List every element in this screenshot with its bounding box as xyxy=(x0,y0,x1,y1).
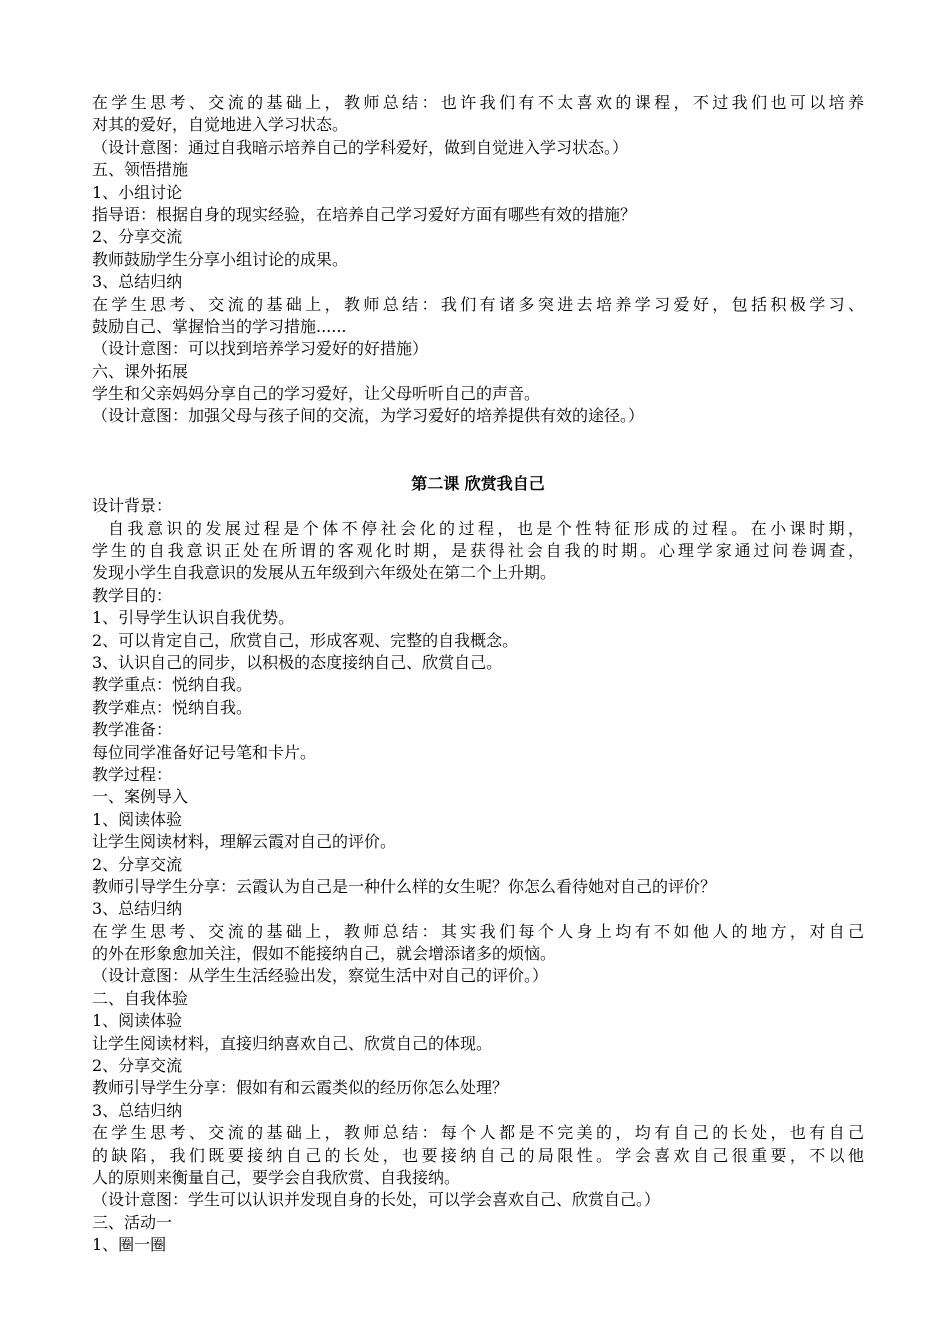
design-intent-line: （设计意图：可以找到培养学习爱好的好措施） xyxy=(92,339,429,359)
paragraph-line: 的缺陷，我们既要接纳自己的长处，也要接纳自己的局限性。学会喜欢自己很重要，不以他 xyxy=(92,1145,864,1165)
step-heading: 3、总结归纳 xyxy=(92,1100,183,1120)
section-spacer xyxy=(92,428,864,473)
design-intent-line: （设计意图：加强父母与孩子间的交流，为学习爱好的培养提供有效的途径。） xyxy=(92,406,645,426)
paragraph-line: 每位同学准备好记号笔和卡片。 xyxy=(92,742,317,762)
paragraph-line: 指导语：根据自身的现实经验，在培养自己学习爱好方面有哪些有效的措施？ xyxy=(92,204,637,224)
step-heading: 2、分享交流 xyxy=(92,1056,183,1076)
paragraph-line: 教师引导学生分享：云霞认为自己是一种什么样的女生呢？你怎么看待她对自己的评价？ xyxy=(92,876,717,896)
list-item: 1、引导学生认识自我优势。 xyxy=(92,608,295,628)
step-heading: 1、圈一圈 xyxy=(92,1235,167,1255)
document-page xyxy=(92,92,864,1257)
paragraph-line: 让学生阅读材料，直接归纳喜欢自己、欣赏自己的体现。 xyxy=(92,1033,493,1053)
section-heading: 六、课外拓展 xyxy=(92,361,189,381)
field-label: 设计背景： xyxy=(92,496,173,516)
paragraph-line: 鼓励自己、掌握恰当的学习措施...... xyxy=(92,316,347,336)
paragraph-line: 教师鼓励学生分享小组讨论的成果。 xyxy=(92,249,349,269)
paragraph-line: 让学生阅读材料，理解云霞对自己的评价。 xyxy=(92,832,397,852)
list-item: 3、认识自己的同步，以积极的态度接纳自己、欣赏自己。 xyxy=(92,652,503,672)
step-heading: 1、小组讨论 xyxy=(92,182,183,202)
paragraph-line: 自我意识的发展过程是个体不停社会化的过程，也是个性特征形成的过程。在小课时期， xyxy=(108,518,864,538)
step-heading: 1、阅读体验 xyxy=(92,1011,183,1031)
paragraph-line: 在学生思考、交流的基础上，教师总结：也许我们有不太喜欢的课程，不过我们也可以培养 xyxy=(92,93,864,112)
step-heading: 3、总结归纳 xyxy=(92,899,183,919)
step-heading: 2、分享交流 xyxy=(92,854,183,874)
paragraph-line: 教师引导学生分享：假如有和云霞类似的经历你怎么处理？ xyxy=(92,1078,509,1098)
paragraph-line: 学生的自我意识正处在所谓的客观化时期，是获得社会自我的时期。心理学家通过问卷调查， xyxy=(92,541,864,561)
design-intent-line: （设计意图：从学生生活经验出发，察觉生活中对自己的评价。） xyxy=(92,966,549,986)
field-label: 教学重点：悦纳自我。 xyxy=(92,675,253,695)
paragraph-line: 在学生思考、交流的基础上，教师总结：我们有诸多突进去培养学习爱好，包括积极学习、 xyxy=(92,294,864,314)
paragraph-line: 人的原则来衡量自己，要学会自我欣赏、自我接纳。 xyxy=(92,1167,461,1187)
step-heading: 3、总结归纳 xyxy=(92,272,183,292)
section-one xyxy=(92,92,864,428)
field-label: 教学过程： xyxy=(92,764,173,784)
section-heading: 五、领悟措施 xyxy=(92,160,189,180)
section-heading: 一、案例导入 xyxy=(92,787,189,807)
field-label: 教学目的： xyxy=(92,585,173,605)
field-label: 教学准备： xyxy=(92,720,173,740)
paragraph-line: 在学生思考、交流的基础上，教师总结：每个人都是不完美的，均有自己的长处，也有自己 xyxy=(92,1123,864,1143)
lesson-title: 第二课 欣赏我自己 xyxy=(411,473,545,493)
design-intent-line: （设计意图：学生可以认识并发现自身的长处，可以学会喜欢自己、欣赏自己。） xyxy=(92,1190,661,1210)
design-intent-line: （设计意图：通过自我暗示培养自己的学科爱好，做到自觉进入学习状态。） xyxy=(92,137,629,157)
paragraph-line: 发现小学生自我意识的发展从五年级到六年级处在第二个上升期。 xyxy=(92,563,557,583)
section-heading: 三、活动一 xyxy=(92,1212,173,1232)
step-heading: 2、分享交流 xyxy=(92,227,183,247)
paragraph-line: 对其的爱好，自觉地进入学习状态。 xyxy=(92,115,349,135)
paragraph-line: 在学生思考、交流的基础上，教师总结：其实我们每个人身上均有不如他人的地方，对自己 xyxy=(92,921,864,941)
paragraph-line: 的外在形象愈加关注，假如不能接纳自己，就会增添诸多的烦恼。 xyxy=(92,944,557,964)
list-item: 2、可以肯定自己，欣赏自己，形成客观、完整的自我概念。 xyxy=(92,630,519,650)
step-heading: 1、阅读体验 xyxy=(92,809,183,829)
section-heading: 二、自我体验 xyxy=(92,988,189,1008)
section-two xyxy=(92,495,864,1256)
field-label: 教学难点：悦纳自我。 xyxy=(92,697,253,717)
paragraph-line: 学生和父亲妈妈分享自己的学习爱好，让父母听听自己的声音。 xyxy=(92,384,541,404)
